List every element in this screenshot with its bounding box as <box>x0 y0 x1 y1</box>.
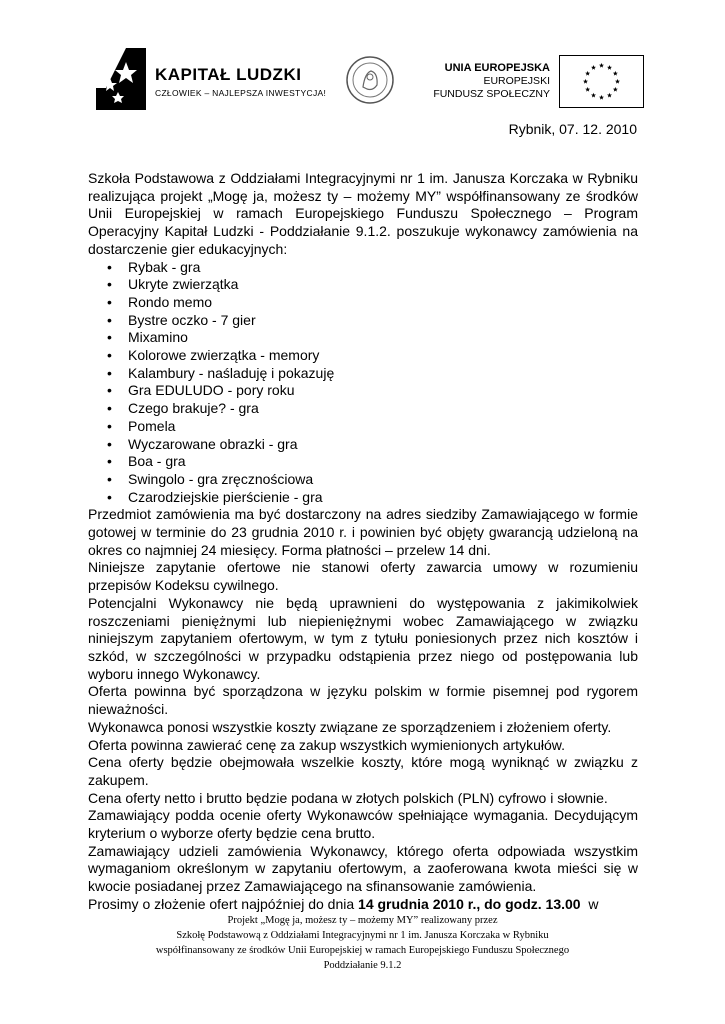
eu-line3: FUNDUSZ SPOŁECZNY <box>433 88 550 100</box>
eu-text-block <box>430 62 550 101</box>
list-item: • Boa - gra <box>128 453 638 471</box>
kapital-ludzki-logo-icon <box>96 48 146 110</box>
list-item: • Wyczarowane obrazki - gra <box>128 436 638 454</box>
paragraph-deadline <box>88 896 638 914</box>
footer-line: współfinansowany ze środków Unii Europejskiej w ramach Europejskiego Funduszu Społecznego <box>155 945 570 956</box>
games-list <box>88 259 638 507</box>
paragraph-language: Oferta powinna być sporządzona w języku polskim w formie pisemnej pod rygorem nieważności. <box>88 683 638 718</box>
kapital-ludzki-subtitle: CZŁOWIEK – NAJLEPSZA INWESTYCJA! <box>155 88 327 98</box>
eu-flag-icon <box>559 55 644 108</box>
page-footer <box>80 913 645 973</box>
list-item: • Kalambury - naśladuję i pokazuję <box>128 365 638 383</box>
paragraph-currency: Cena oferty netto i brutto będzie podana w złotych polskich (PLN) cyfrowo i słownie. <box>88 789 608 806</box>
deadline-date: 14 grudnia 2010 r., do godz. 13.00 <box>358 895 581 912</box>
list-item: • Pomela <box>128 418 638 436</box>
list-item: • Czego brakuje? - gra <box>128 400 638 418</box>
footer-line: Projekt „Mogę ja, możesz ty – możemy MY” realizowany przez <box>227 915 498 926</box>
list-item: • Ukryte zwierzątka <box>128 276 638 294</box>
paragraph-criteria: Zamawiający podda ocenie oferty Wykonawców spełniające wymagania. Decydującym kryterium o wyborze oferty będzie cena brutto. <box>88 807 638 842</box>
paragraph-award: Zamawiający udzieli zamówienia Wykonawcy, którego oferta odpowiada wszystkim wymaganiom określonym w zapytaniu ofertowym, a zaoferowana kwota mieści się w kwocie posiadanej przez Zamawiającego na sfinansowanie zamówienia. <box>88 842 638 895</box>
list-item: • Mixamino <box>128 329 638 347</box>
paragraph-not-offer: Niniejsze zapytanie ofertowe nie stanowi oferty zawarcia umowy w rozumieniu przepisów Kodeksu cywilnego. <box>88 559 638 594</box>
footer-line: Szkołę Podstawową z Oddziałami Integracyjnymi nr 1 im. Janusza Korczaka w Rybniku <box>176 930 549 941</box>
kapital-ludzki-title: KAPITAŁ LUDZKI <box>155 65 302 84</box>
list-item: • Rondo memo <box>128 294 638 312</box>
footer-line: Poddziałanie 9.1.2 <box>323 960 402 971</box>
document-date: Rybnik, 07. 12. 2010 <box>508 121 637 137</box>
deadline-prefix: Prosimy o złożenie ofert najpóźniej do dnia <box>88 895 359 912</box>
eu-line2: EUROPEJSKI <box>483 75 550 87</box>
list-item: • Gra EDULUDO - pory roku <box>128 382 638 400</box>
intro-paragraph: Szkoła Podstawowa z Oddziałami Integracyjnymi nr 1 im. Janusza Korczaka w Rybniku realizująca projekt „Mogę ja, możesz ty – możemy MY” współfinansowany ze środków Unii Europejskiej w ramach Europejskiego Funduszu Społecznego – Program Operacyjny Kapitał Ludzki - Poddziałanie 9.1.2. poszukuje wykonawcy zamówienia na dostarczenie gier edukacyjnych: <box>88 170 638 257</box>
paragraph-delivery: Przedmiot zamówienia ma być dostarczony na adres siedziby Zamawiającego w formie gotowej w terminie do 23 grudnia 2010 r. i powinien być objęty gwarancją udzieloną na okres co najmniej 24 miesięcy. Forma płatności – przelew 14 dni. <box>88 506 638 558</box>
paragraph-costs: Wykonawca ponosi wszystkie koszty związane ze sporządzeniem i złożeniem oferty. <box>88 718 612 735</box>
list-item: • Swingolo - gra zręcznościowa <box>128 471 638 489</box>
paragraph-price-scope: Cena oferty będzie obejmowała wszelkie koszty, które mogą wyniknąć w związku z zakupem. <box>88 754 638 788</box>
letterhead <box>0 0 725 120</box>
list-item: • Rybak - gra <box>128 259 638 277</box>
document-body <box>88 170 638 914</box>
list-item: • Czarodziejskie pierścienie - gra <box>128 489 638 507</box>
deadline-suffix: w <box>580 895 599 912</box>
eu-title: UNIA EUROPEJSKA <box>444 62 550 74</box>
paragraph-claims: Potencjalni Wykonawcy nie będą uprawnieni do występowania z jakimikolwiek roszczeniami pieniężnymi lub niepieniężnymi wobec Zamawiającego w związku niniejszym zapytaniem ofertowym, w tym z tytułu poniesionych przez nich kosztów i szkód, w szczególności w przypadku odstąpienia przez niego od postępowania lub wyboru innego Wykonawcy. <box>88 594 638 682</box>
paragraph-price: Oferta powinna zawierać cenę za zakup wszystkich wymienionych artykułów. <box>88 736 565 753</box>
list-item: • Kolorowe zwierzątka - memory <box>128 347 638 365</box>
school-seal-icon <box>345 55 395 105</box>
list-item: • Bystre oczko - 7 gier <box>128 312 638 330</box>
